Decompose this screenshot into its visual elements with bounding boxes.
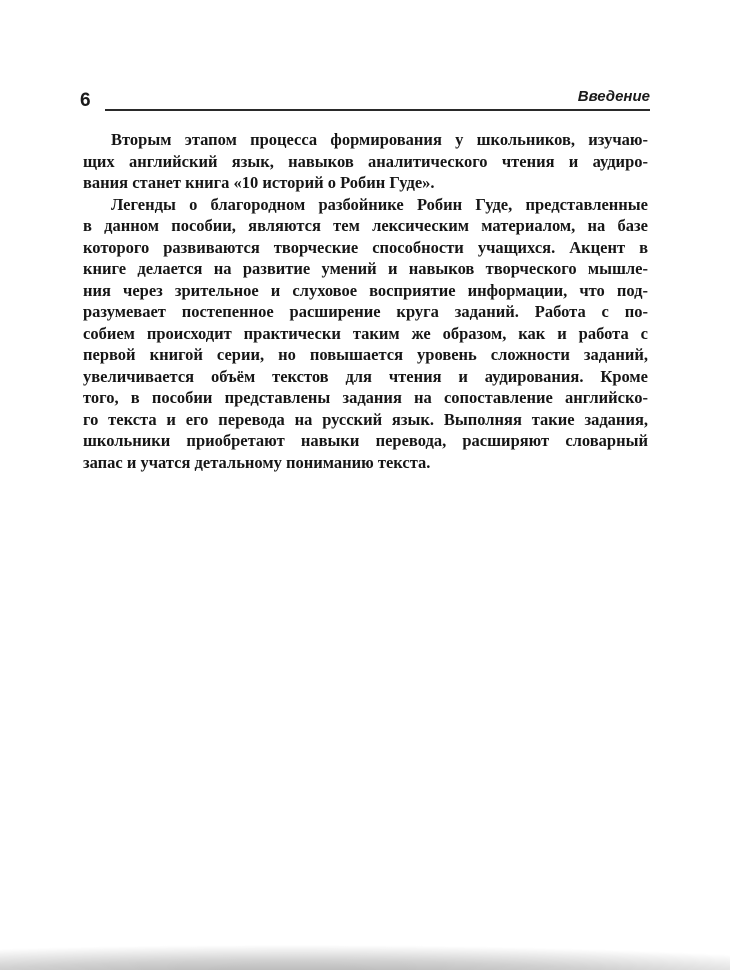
text-line: первой книгой серии, но повышается уровень сложности заданий, xyxy=(83,345,648,364)
text-line: щих английский язык, навыков аналитического чтения и аудиро- xyxy=(83,151,648,171)
text-line: школьники приобретают навыки перевода, расширяют словарный xyxy=(83,431,648,450)
body-text xyxy=(83,129,648,473)
text-line: разумевает постепенное расширение круга заданий. Работа с по- xyxy=(83,302,648,321)
text-line: ния через зрительное и слуховое восприятие информации, что под- xyxy=(83,280,648,300)
header-rule xyxy=(105,88,650,111)
text-line: собием происходит практически таким же образом, как и работа с xyxy=(83,323,648,343)
text-line: Легенды о благородном разбойнике Робин Гуде, представленные xyxy=(111,194,648,214)
paragraph xyxy=(83,194,648,474)
text-line: которого развиваются творческие способности учащихся. Акцент в xyxy=(83,237,648,257)
text-line: вания станет книга «10 историй о Робин Гуде». xyxy=(83,173,435,192)
running-head: Введение xyxy=(577,88,650,105)
text-line: того, в пособии представлены задания на сопоставление английско- xyxy=(83,388,648,407)
page-header xyxy=(80,88,650,111)
text-line: увеличивается объём текстов для чтения и аудирования. Кроме xyxy=(83,366,648,386)
text-line: запас и учатся детальному пониманию текста. xyxy=(83,452,431,472)
text-line: в данном пособии, являются тем лексическим материалом, на базе xyxy=(83,216,648,235)
text-line: книге делается на развитие умений и навыков творческого мышле- xyxy=(83,259,648,278)
text-line: го текста и его перевода на русский язык. Выполняя такие задания, xyxy=(83,409,648,429)
page-number: 6 xyxy=(80,90,91,111)
paragraph xyxy=(83,129,648,194)
text-line: Вторым этапом процесса формирования у школьников, изучаю- xyxy=(111,130,648,149)
